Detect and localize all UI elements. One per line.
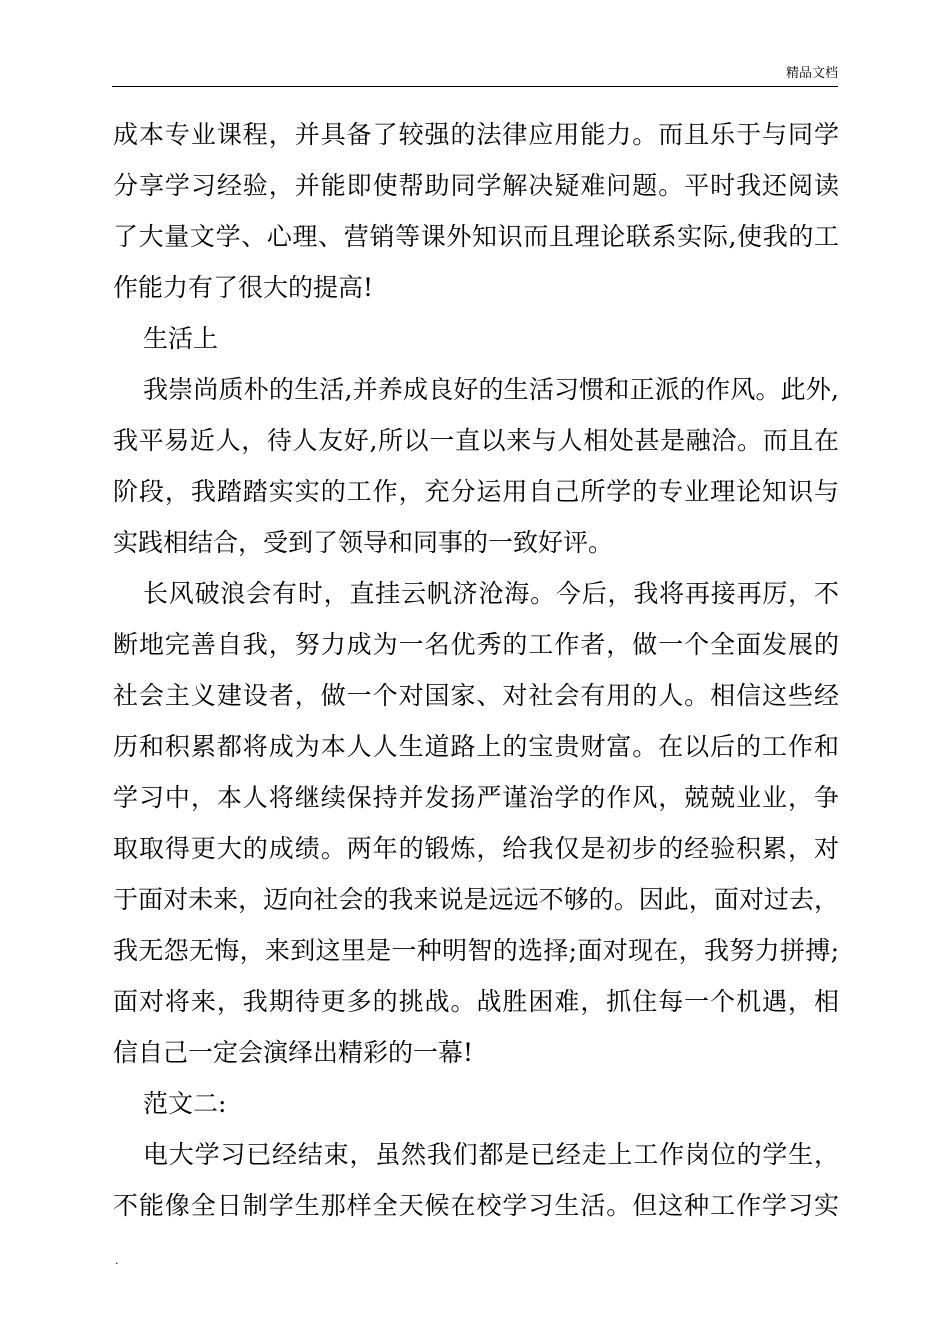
text-line: 信自己一定会演绎出精彩的一幕! [113, 1038, 474, 1067]
document-body [113, 109, 839, 1231]
text-line: 面对将来，我期待更多的挑战。战胜困难，抓住每一个机遇，相 [113, 987, 839, 1016]
text-line: 了大量文学、心理、营销等课外知识而且理论联系实际,使我的工 [113, 222, 839, 251]
text-line: 成本专业课程，并具备了较强的法律应用能力。而且乐于与同学 [113, 120, 839, 149]
text-line: 我平易近人，待人友好,所以一直以来与人相处甚是融洽。而且在 [113, 426, 839, 455]
text-line: 不能像全日制学生那样全天候在校学习生活。但这种工作学习实 [113, 1191, 839, 1220]
text-line: 取取得更大的成绩。两年的锻炼，给我仅是初步的经验积累，对 [113, 834, 839, 863]
text-line: 社会主义建设者，做一个对国家、对社会有用的人。相信这些经 [113, 681, 839, 710]
section-heading: 范文二: [143, 1089, 227, 1118]
text-line: 阶段，我踏踏实实的工作，充分运用自己所学的专业理论知识与 [113, 477, 839, 506]
text-line: 我崇尚质朴的生活,并养成良好的生活习惯和正派的作风。此外, [143, 375, 839, 404]
text-line: 于面对未来，迈向社会的我来说是远远不够的。因此，面对过去， [113, 885, 839, 914]
section-heading: 生活上 [143, 324, 219, 353]
text-line: 分享学习经验，并能即使帮助同学解决疑难问题。平时我还阅读 [113, 171, 839, 200]
header-label: 精品文档 [785, 66, 838, 81]
text-line: 我无怨无悔，来到这里是一种明智的选择;面对现在，我努力拼搏; [113, 936, 839, 965]
text-line: 作能力有了很大的提高! [113, 273, 374, 302]
text-line: 实践相结合，受到了领导和同事的一致好评。 [113, 528, 614, 557]
text-line: 断地完善自我，努力成为一名优秀的工作者，做一个全面发展的 [113, 630, 839, 659]
page-header [112, 60, 838, 87]
footer-mark: . [115, 1254, 119, 1267]
text-line: 电大学习已经结束，虽然我们都是已经走上工作岗位的学生， [143, 1140, 839, 1169]
text-line: 学习中，本人将继续保持并发扬严谨治学的作风，兢兢业业，争 [113, 783, 839, 812]
text-line: 历和积累都将成为本人人生道路上的宝贵财富。在以后的工作和 [113, 732, 839, 761]
text-line: 长风破浪会有时，直挂云帆济沧海。今后，我将再接再厉，不 [143, 579, 839, 608]
